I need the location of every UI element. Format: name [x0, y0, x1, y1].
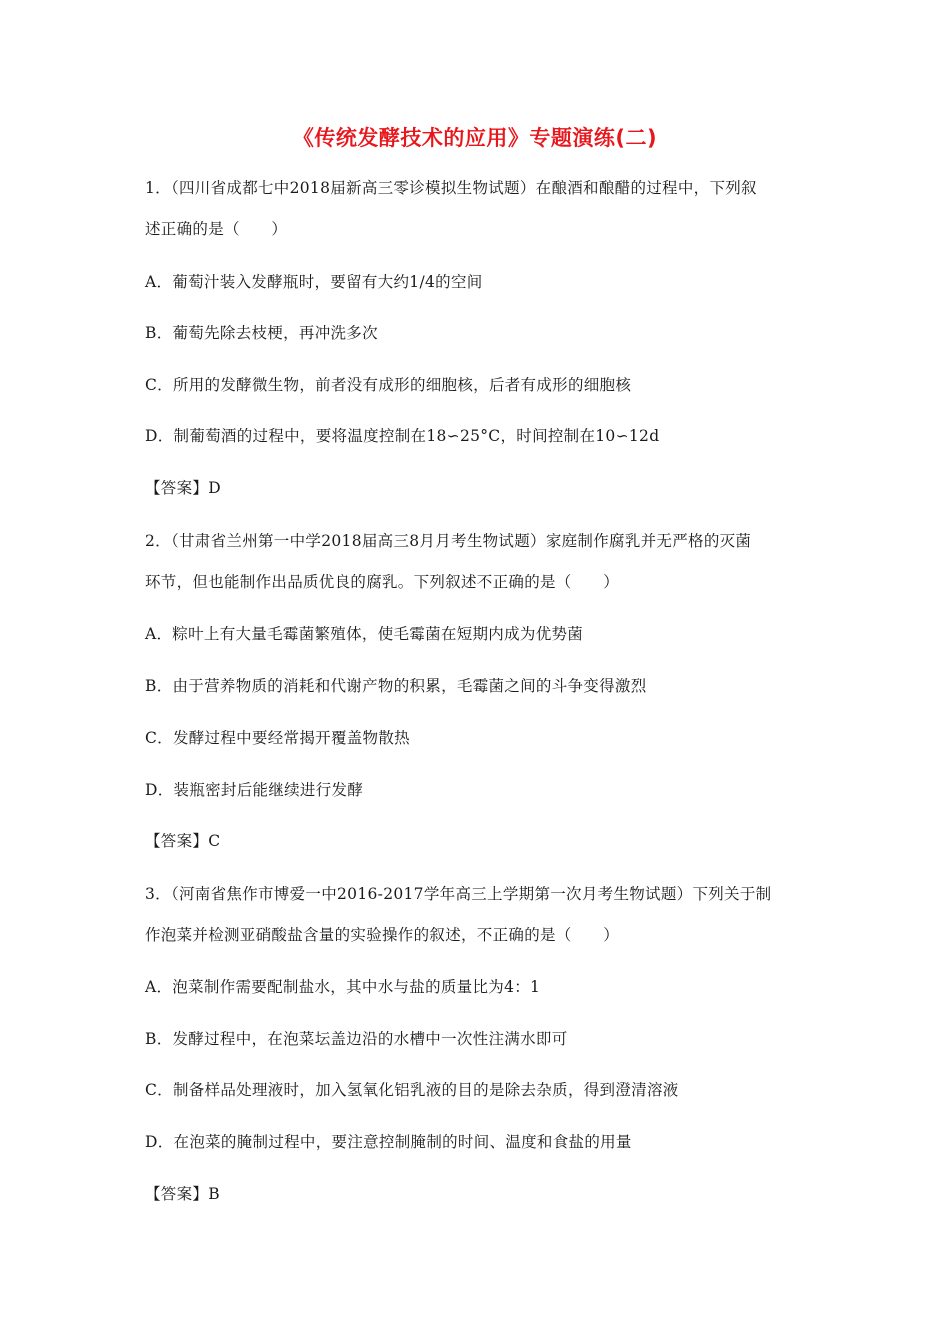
page-title: 《传统发酵技术的应用》专题演练(二) — [292, 126, 658, 150]
question-1-stem-line-2: 述正确的是（ ） — [145, 220, 288, 238]
question-1-stem-line-1: 1．（四川省成都七中2018届新高三零诊模拟生物试题）在酿酒和酿醋的过程中，下列叙 — [145, 179, 757, 197]
question-2-stem-line-2: 环节，但也能制作出品质优良的腐乳。下列叙述不正确的是（ ） — [145, 573, 620, 591]
answer-value: C — [208, 832, 221, 850]
question-3-stem-line-1: 3．（河南省焦作市博爱一中2016-2017学年高三上学期第一次月考生物试题）下列关于制 — [145, 885, 772, 903]
question-1-answer — [145, 478, 221, 498]
question-3-option-c: C．制备样品处理液时，加入氢氧化铝乳液的目的是除去杂质，得到澄清溶液 — [145, 1081, 679, 1099]
question-3-option-a: A．泡菜制作需要配制盐水，其中水与盐的质量比为4：1 — [145, 978, 541, 996]
question-2-option-a: A．粽叶上有大量毛霉菌繁殖体，使毛霉菌在短期内成为优势菌 — [145, 625, 584, 643]
question-2-stem-line-1: 2．（甘肃省兰州第一中学2018届高三8月月考生物试题）家庭制作腐乳并无严格的灭菌 — [145, 532, 752, 550]
question-1-option-a: A．葡萄汁装入发酵瓶时，要留有大约1/4的空间 — [145, 273, 483, 291]
question-2-answer — [145, 831, 220, 851]
answer-label: 【答案】 — [145, 1185, 209, 1203]
answer-value: B — [208, 1185, 220, 1203]
question-1-option-c: C．所用的发酵微生物，前者没有成形的细胞核，后者有成形的细胞核 — [145, 376, 632, 394]
question-2-option-b: B．由于营养物质的消耗和代谢产物的积累，毛霉菌之间的斗争变得激烈 — [145, 677, 647, 695]
question-3-option-b: B．发酵过程中，在泡菜坛盖边沿的水槽中一次性注满水即可 — [145, 1030, 568, 1048]
question-2-option-d: D．装瓶密封后能继续进行发酵 — [145, 781, 364, 799]
question-3-answer — [145, 1184, 220, 1204]
answer-value: D — [208, 479, 221, 497]
answer-label: 【答案】 — [145, 832, 209, 850]
question-1-option-d: D．制葡萄酒的过程中，要将温度控制在18∽25°C，时间控制在10∽12d — [145, 427, 660, 445]
question-1-option-b: B．葡萄先除去枝梗，再冲洗多次 — [145, 324, 378, 342]
question-3-option-d: D．在泡菜的腌制过程中，要注意控制腌制的时间、温度和食盐的用量 — [145, 1133, 632, 1151]
answer-label: 【答案】 — [145, 479, 209, 497]
question-2-option-c: C．发酵过程中要经常揭开覆盖物散热 — [145, 729, 410, 747]
question-3-stem-line-2: 作泡菜并检测亚硝酸盐含量的实验操作的叙述，不正确的是（ ） — [145, 926, 620, 944]
